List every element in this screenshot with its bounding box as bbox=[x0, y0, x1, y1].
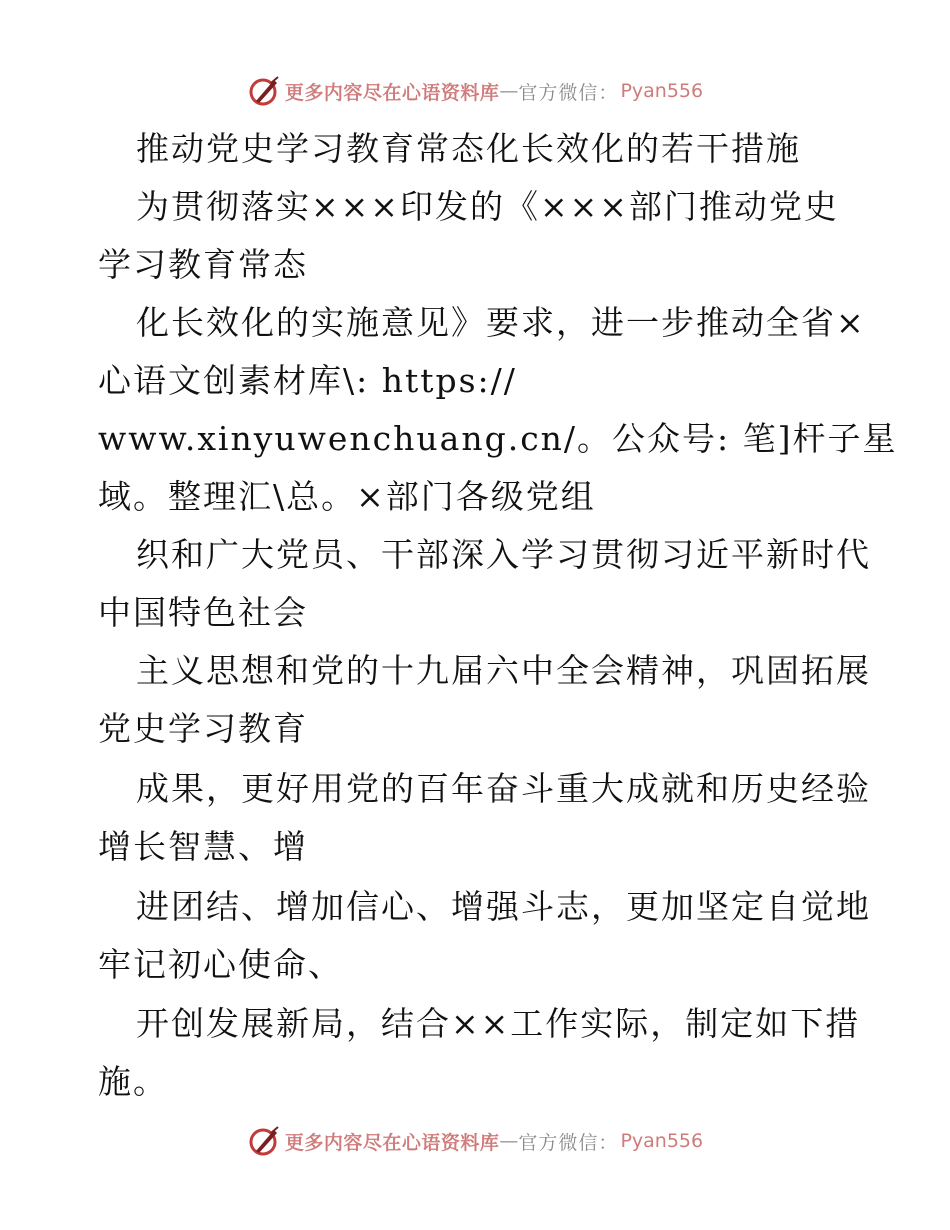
paragraph-line: 党史学习教育 bbox=[98, 709, 308, 748]
paragraph-line: 开创发展新局，结合××工作实际，制定如下措 bbox=[136, 1004, 861, 1043]
document-title: 推动党史学习教育常态化长效化的若干措施 bbox=[136, 129, 801, 168]
paragraph-line: 增长智慧、增 bbox=[98, 827, 308, 866]
paragraph-line: 主义思想和党的十九届六中全会精神，巩固拓展 bbox=[136, 651, 871, 690]
paragraph-line: 域。整理汇\总。×部门各级党组 bbox=[98, 477, 596, 516]
paragraph-line: 学习教育常态 bbox=[98, 245, 308, 284]
paragraph-line: www.xinyuwenchuang.cn/。公众号: 笔]杆子星 bbox=[98, 419, 898, 458]
paragraph-line: 为贯彻落实×××印发的《×××部门推动党史 bbox=[136, 187, 839, 226]
paragraph-line: 心语文创素材库\: https:// bbox=[98, 361, 517, 400]
paragraph-line: 施。 bbox=[98, 1062, 168, 1101]
paragraph-line: 化长效化的实施意见》要求，进一步推动全省× bbox=[136, 303, 866, 342]
footer-banner bbox=[0, 1121, 950, 1161]
paragraph-line: 进团结、增加信心、增强斗志，更加坚定自觉地 bbox=[136, 887, 871, 926]
paragraph-line: 牢记初心使命、 bbox=[98, 945, 343, 984]
quill-logo-icon bbox=[247, 1124, 281, 1158]
banner-dash: — bbox=[499, 80, 519, 102]
paragraph-line: 织和广大党员、干部深入学习贯彻习近平新时代 bbox=[136, 535, 871, 574]
quill-logo-icon bbox=[247, 74, 281, 108]
banner-official-label: 官方微信： bbox=[518, 1131, 619, 1154]
banner-official-label: 官方微信： bbox=[518, 81, 619, 104]
paragraph-line: 成果，更好用党的百年奋斗重大成就和历史经验 bbox=[136, 769, 871, 808]
banner-main-text: 更多内容尽在心语资料库 bbox=[284, 81, 500, 104]
banner-wechat-id: Pyan556 bbox=[620, 80, 704, 102]
paragraph-line: 中国特色社会 bbox=[98, 593, 308, 632]
header-banner bbox=[0, 71, 950, 111]
banner-wechat-id: Pyan556 bbox=[620, 1130, 704, 1152]
banner-dash: — bbox=[499, 1130, 519, 1152]
banner-main-text: 更多内容尽在心语资料库 bbox=[284, 1131, 500, 1154]
